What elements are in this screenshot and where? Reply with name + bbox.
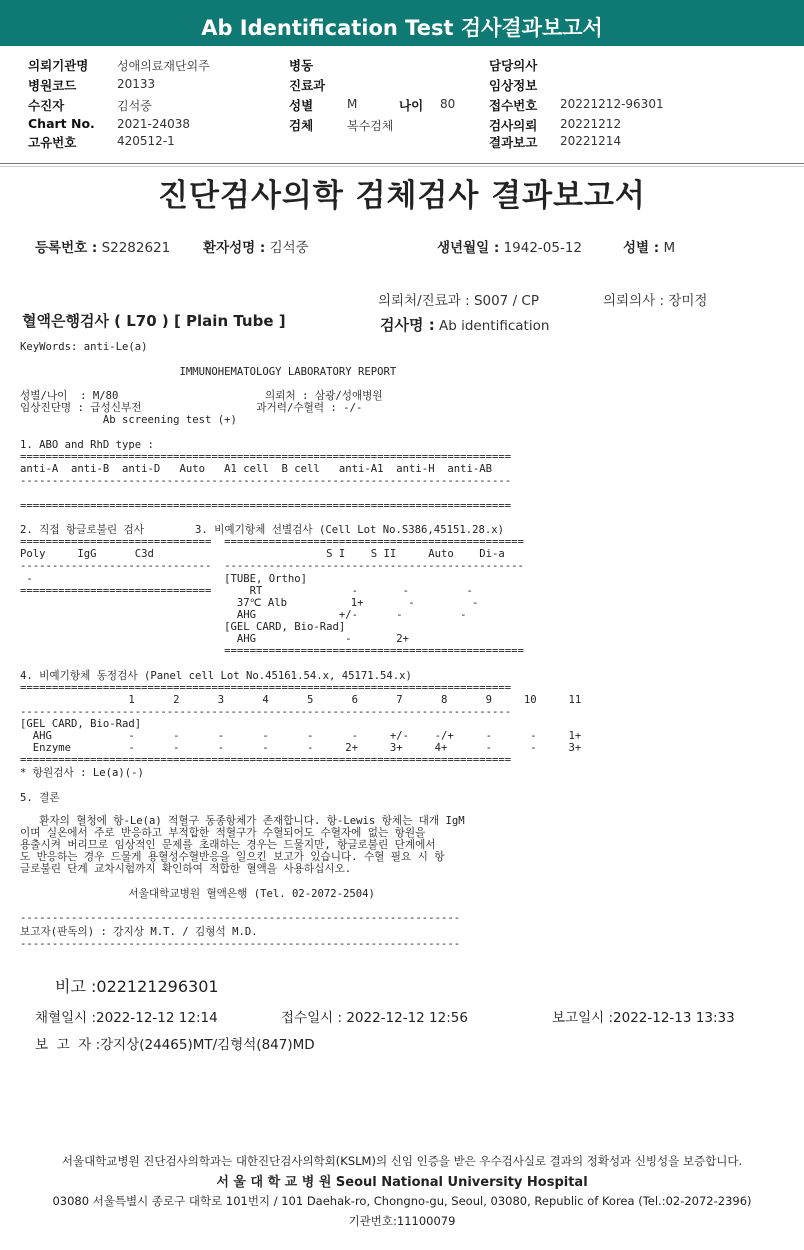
footer-address: 03080 서울특별시 종로구 대학로 101번지 / 101 Daehak-ro, Chongno-gu, Seoul, 03080, Republic of Korea (Tel.:02-2072-2396) bbox=[52, 1194, 752, 1208]
draw-value: 2022-12-12 12:14 bbox=[96, 1010, 218, 1026]
report-line: 임상진단명 : 급성신부전 과거력/수혈력 : -/- bbox=[20, 402, 363, 414]
patient-label: 수진자 bbox=[28, 98, 65, 113]
reg-sex-value: M bbox=[663, 240, 676, 256]
accession-label: 접수번호 bbox=[489, 98, 538, 113]
report-line: ============================================================================= bbox=[20, 754, 512, 766]
specimen-label: 검체 bbox=[289, 118, 314, 133]
report-line: 4. 비예기항체 동정검사 (Panel cell Lot No.45161.54.x, 45171.54.x) bbox=[20, 670, 412, 682]
report-line: IMMUNOHEMATOLOGY LABORATORY REPORT bbox=[20, 366, 397, 378]
request-value: 20221212 bbox=[560, 117, 622, 131]
doctor-info bbox=[603, 289, 707, 309]
reporter-label: 보 고 자 : bbox=[35, 1037, 101, 1053]
report-line: 5. 결론 bbox=[20, 792, 60, 804]
hospital-label: 의뢰기관명 bbox=[28, 58, 89, 73]
report-line: AHG - 2+ bbox=[20, 633, 410, 645]
sex-label: 성별 bbox=[289, 98, 314, 113]
report-line: 1 2 3 4 5 6 7 8 9 10 11 bbox=[20, 694, 582, 706]
memo-label: 비고 : bbox=[55, 977, 97, 996]
ward-label: 병동 bbox=[289, 58, 314, 73]
name-label: 환자성명 : bbox=[203, 240, 266, 256]
hospital-code-value: 20133 bbox=[117, 77, 156, 91]
test-name-value: Ab identification bbox=[439, 318, 550, 334]
report-line: * 항원검사 : Le(a)(-) bbox=[20, 767, 144, 779]
test-name-info bbox=[380, 314, 549, 335]
report-line: ----------------------------------------------------------------------------- bbox=[20, 475, 512, 487]
report-line: 성별/나이 : M/80 의뢰처 : 삼광/성애병원 bbox=[20, 390, 383, 402]
draw-time bbox=[35, 1006, 218, 1026]
banner-title: Ab Identification Test 검사결과보고서 bbox=[201, 16, 603, 40]
report-line: 2. 직접 항글로불린 검사 3. 비예기항체 선별검사 (Cell Lot No.S386,45151.28.x) bbox=[20, 524, 504, 536]
report-line: AHG - - - - - - +/- -/+ - - 1+ bbox=[20, 730, 582, 742]
report-banner bbox=[0, 0, 804, 46]
dob-value: 1942-05-12 bbox=[503, 240, 583, 256]
report-line: ============================== =============================================== bbox=[20, 536, 524, 548]
footer-hospital-name: 서 울 대 학 교 병 원 Seoul National University Hospital bbox=[216, 1175, 588, 1190]
report-time bbox=[552, 1006, 735, 1026]
recv-label: 접수일시 : bbox=[281, 1010, 343, 1026]
physician-label: 담당의사 bbox=[489, 58, 538, 73]
accession-value: 20221212-96301 bbox=[560, 97, 664, 111]
report-line: 37℃ Alb 1+ - - bbox=[20, 597, 479, 609]
patient-name-info bbox=[203, 236, 309, 256]
report-line: Poly IgG C3d S I S II Auto Di-a bbox=[20, 548, 505, 560]
report-line: 보고자(판독의) : 강지상 M.T. / 김형석 M.D. bbox=[20, 926, 258, 938]
test-group: 혈액은행검사 ( L70 ) [ Plain Tube ] bbox=[22, 312, 286, 330]
header-divider bbox=[0, 163, 804, 164]
report-value: 2022-12-13 13:33 bbox=[613, 1010, 735, 1026]
report-line: --------------------------------------------------------------------- bbox=[20, 938, 461, 950]
registration-info bbox=[35, 236, 170, 256]
report-line: 이며 실온에서 주로 반응하고 부적합한 적혈구가 수혈되어도 수혈자에 없는 항원을 bbox=[20, 827, 426, 839]
age-label: 나이 bbox=[399, 98, 424, 113]
report-title: 진단검사의학 검체검사 결과보고서 bbox=[158, 178, 646, 214]
report-line: AHG +/- - - bbox=[20, 609, 467, 621]
report-line: ============================================================================= bbox=[20, 500, 512, 512]
report-line: ============================================================================= bbox=[20, 682, 512, 694]
report-line: ============================== RT - - - bbox=[20, 585, 473, 597]
dob-info bbox=[437, 236, 582, 256]
reporter bbox=[35, 1033, 315, 1053]
report-label: 보고일시 : bbox=[552, 1010, 614, 1026]
memo bbox=[55, 974, 219, 997]
report-line: KeyWords: anti-Le(a) bbox=[20, 341, 148, 353]
report-line: 서울대학교병원 혈액은행 (Tel. 02-2072-2504) bbox=[20, 888, 375, 900]
unique-no-label: 고유번호 bbox=[28, 135, 77, 150]
age-value: 80 bbox=[440, 97, 456, 111]
dept-info bbox=[378, 289, 539, 309]
reg-value: S2282621 bbox=[101, 240, 171, 256]
hospital-code-label: 병원코드 bbox=[28, 78, 77, 93]
test-name-label: 검사명 : bbox=[380, 316, 435, 334]
reg-label: 등록번호 : bbox=[35, 240, 98, 256]
report-line: - [TUBE, Ortho] bbox=[20, 573, 308, 585]
report-line: =============================================== bbox=[20, 645, 524, 657]
clinical-info-label: 임상정보 bbox=[489, 78, 538, 93]
doctor-value: 장미정 bbox=[668, 293, 708, 309]
reg-sex-label: 성별 : bbox=[623, 240, 660, 256]
patient-value: 김석중 bbox=[117, 99, 152, 113]
report-line: ------------------------------ ----------------------------------------------- bbox=[20, 560, 524, 572]
name-value: 김석중 bbox=[269, 240, 309, 256]
report-line: anti-A anti-B anti-D Auto A1 cell B cell anti-A1 anti-H anti-AB bbox=[20, 463, 492, 475]
receive-time bbox=[281, 1006, 468, 1026]
dept-label: 진료과 bbox=[289, 78, 326, 93]
report-line: 환자의 혈청에 항-Le(a) 적혈구 동종항체가 존재합니다. 항-Lewis 항체는 대개 IgM bbox=[20, 815, 465, 827]
report-line: [GEL CARD, Bio-Rad] bbox=[20, 718, 142, 730]
report-line: ----------------------------------------------------------------------------- bbox=[20, 706, 512, 718]
report-line: 도 반응하는 경우 드물게 용혈성수혈반응을 일으킨 보고가 있습니다. 수혈 필요 시 항 bbox=[20, 851, 445, 863]
result-label: 결과보고 bbox=[489, 135, 538, 150]
report-line: [GEL CARD, Bio-Rad] bbox=[20, 621, 346, 633]
sex-value: M bbox=[347, 97, 358, 111]
reporter-value: 강지상(24465)MT/김형석(847)MD bbox=[100, 1037, 315, 1053]
memo-value: 022121296301 bbox=[96, 977, 219, 996]
report-line: 1. ABO and RhD type : bbox=[20, 439, 154, 451]
report-line: --------------------------------------------------------------------- bbox=[20, 912, 461, 924]
draw-label: 채혈일시 : bbox=[35, 1010, 97, 1026]
hospital-value: 성애의료재단외주 bbox=[117, 59, 210, 73]
report-line: ============================================================================= bbox=[20, 451, 512, 463]
dept-value: S007 / CP bbox=[473, 293, 539, 309]
dob-label: 생년월일 : bbox=[437, 240, 500, 256]
report-line: 용출시켜 버리므로 임상적인 문제를 초래하는 경우는 드물지만, 항글로불린 단계에서 bbox=[20, 839, 436, 851]
header-divider-light bbox=[0, 166, 804, 167]
request-label: 검사의뢰 bbox=[489, 118, 538, 133]
result-value: 20221214 bbox=[560, 134, 622, 148]
chart-no-value: 2021-24038 bbox=[117, 117, 191, 131]
report-line: Ab screening test (+) bbox=[20, 414, 237, 426]
footer-certification: 서울대학교병원 진단검사의학과는 대한진단검사의학회(KSLM)의 신임 인증을 받은 우수검사실로 결과의 정확성과 신빙성을 보증합니다. bbox=[61, 1154, 743, 1168]
report-line: 글로불린 단계 교차시험까지 확인하여 적합한 혈액을 사용하십시오. bbox=[20, 863, 352, 875]
specimen-value: 복수검체 bbox=[347, 119, 394, 133]
chart-no-label: Chart No. bbox=[28, 116, 95, 131]
doctor-label: 의뢰의사 : bbox=[603, 293, 665, 309]
dept-label-2: 의뢰처/진료과 : bbox=[378, 293, 470, 309]
report-line: Enzyme - - - - - 2+ 3+ 4+ - - 3+ bbox=[20, 742, 582, 754]
footer-institution-no: 기관번호:11100079 bbox=[348, 1214, 456, 1228]
sex-info bbox=[623, 236, 675, 256]
unique-no-value: 420512-1 bbox=[117, 134, 175, 148]
recv-value: 2022-12-12 12:56 bbox=[346, 1010, 468, 1026]
